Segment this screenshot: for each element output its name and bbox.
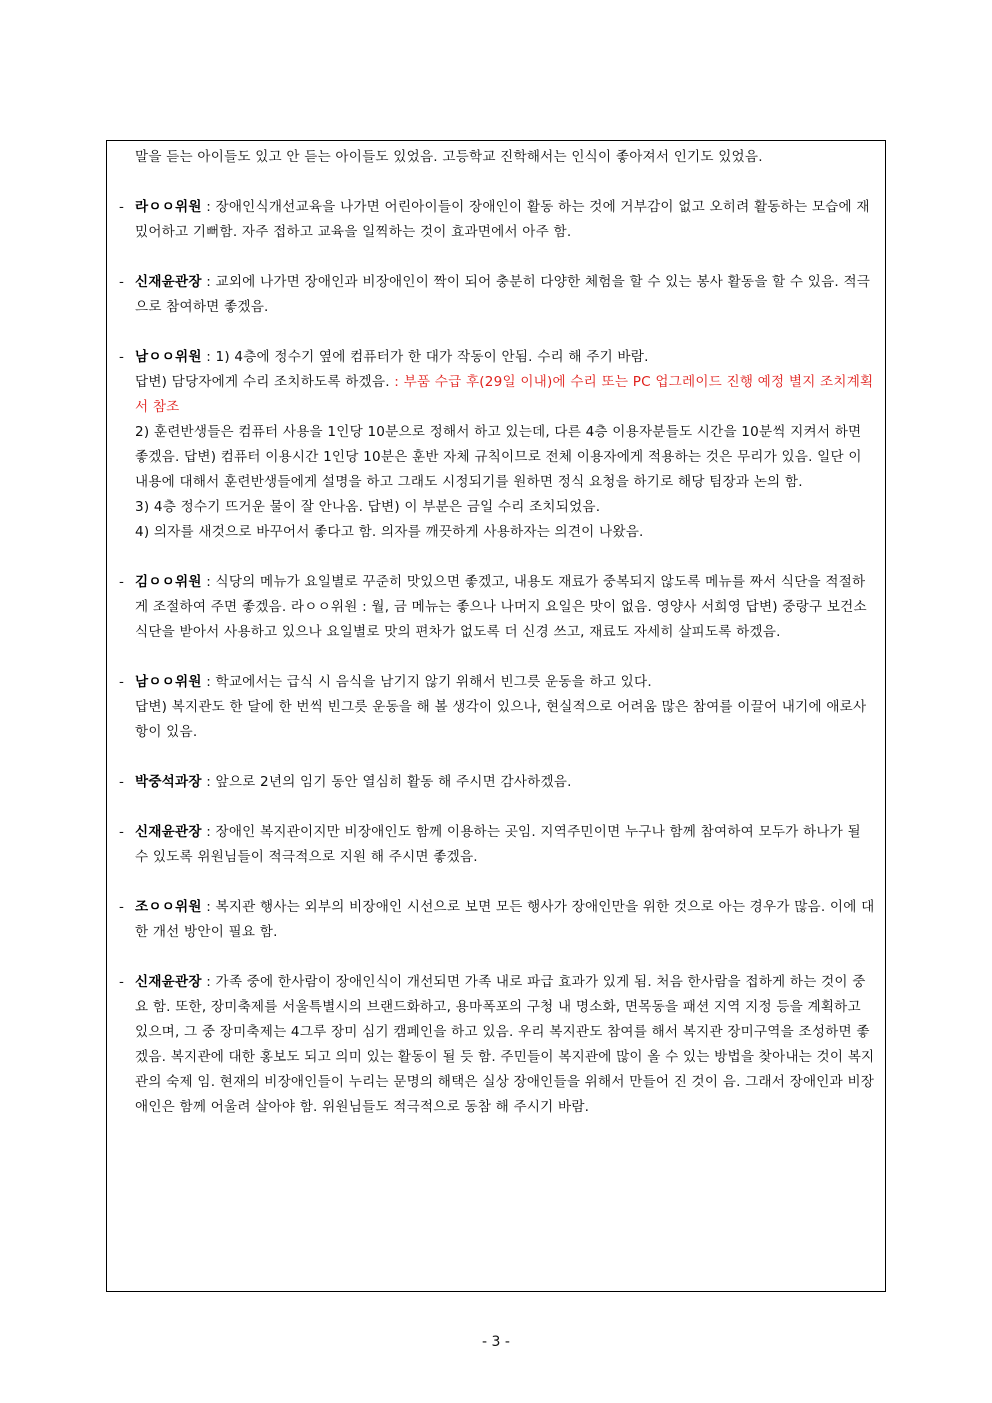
- minutes-content: [117, 145, 875, 1120]
- dash-bullet: -: [119, 674, 125, 690]
- speaker-name: 박중석과장: [135, 774, 202, 790]
- speaker-name: 신재윤관장: [135, 974, 202, 990]
- speaker-name: 남ㅇㅇ위원: [135, 674, 202, 690]
- remark-text: : 앞으로 2년의 임기 동안 열심히 활동 해 주시면 감사하겠음.: [201, 774, 572, 790]
- remark-entry: [117, 820, 875, 870]
- remark-text: : 장애인식개선교육을 나가면 어린아이들이 장애인이 활동 하는 것에 거부감이 없고 오히려 활동하는 모습에 재밌어하고 기뻐함. 자주 접하고 교육을 일찍하는 것이 효과면에서 아주 함.: [135, 199, 870, 240]
- remark-entry: [117, 195, 875, 245]
- dash-bullet: -: [119, 974, 125, 990]
- remark-entry: [117, 345, 875, 545]
- remark-text: : 학교에서는 급식 시 음식을 남기지 않기 위해서 빈그릇 운동을 하고 있다.: [201, 674, 652, 690]
- page-number: - 3 -: [482, 1334, 510, 1350]
- remark-item: 3) 4층 정수기 뜨거운 물이 잘 안나옴. 답변) 이 부분은 금일 수리 조치되었음.: [135, 499, 601, 515]
- dash-bullet: -: [119, 774, 125, 790]
- remark-entry: [117, 895, 875, 945]
- remark-text: : 1) 4층에 정수기 옆에 컴퓨터가 한 대가 작동이 안됨. 수리 해 주기 바람.: [201, 349, 649, 365]
- dash-bullet: -: [119, 899, 125, 915]
- remark-text: : 가족 중에 한사람이 장애인식이 개선되면 가족 내로 파급 효과가 있게 됨. 처음 한사람을 접하게 하는 것이 중요 함. 또한, 장미축제를 서울특별시의 브랜드화하고, 용마폭포의 구청 내 명소화, 면목동을 패션 지역 지정 등을 계획하고 있으며, 그 중 장미축제는 4그루 장미 심기 캠페인을 하고 있음. 우리 복지관도 참여를 해서 복지관 장미구역을 조성하면 좋겠음. 복지관에 대한 홍보도 되고 의미 있는 활동이 될 듯 함. 주민들이 복지관에 많이 올 수 있는 방법을 찾아내는 것이 복지관의 숙제 임. 현재의 비장애인들이 누리는 문명의 해택은 실상 장애인들을 위해서 만들어 진 것이 음. 그래서 장애인과 비장애인은 함께 어울려 살아야 함. 위원님들도 적극적으로 동참 해 주시기 바람.: [135, 974, 875, 1115]
- dash-bullet: -: [119, 199, 125, 215]
- speaker-name: 신재윤관장: [135, 824, 202, 840]
- remark-item: 2) 훈련반생들은 컴퓨터 사용을 1인당 10분으로 정해서 하고 있는데, 다른 4층 이용자분들도 시간을 10분씩 지켜서 하면 좋겠음. 답변) 컴퓨터 이용시간 1인당 10분은 훈반 자체 규칙이므로 전체 이용자에게 적용하는 것은 무리가 있음. 일단 이 내용에 대해서 훈련반생들에게 설명을 하고 그래도 시정되기를 원하면 정식 요청을 하기로 해당 팀장과 논의 함.: [135, 424, 862, 490]
- dash-bullet: -: [119, 574, 125, 590]
- continuation-paragraph: [117, 145, 875, 170]
- remark-text: : 교외에 나가면 장애인과 비장애인이 짝이 되어 충분히 다양한 체험을 할 수 있는 봉사 활동을 할 수 있음. 적극으로 참여하면 좋겠음.: [135, 274, 871, 315]
- speaker-name: 신재윤관장: [135, 274, 202, 290]
- remark-item: 4) 의자를 새것으로 바꾸어서 좋다고 함. 의자를 깨끗하게 사용하자는 의견이 나왔음.: [135, 524, 644, 540]
- remark-entry: [117, 570, 875, 645]
- remark-text: : 복지관 행사는 외부의 비장애인 시선으로 보면 모든 행사가 장애인만을 위한 것으로 아는 경우가 많음. 이에 대한 개선 방안이 필요 함.: [135, 899, 875, 940]
- dash-bullet: -: [119, 824, 125, 840]
- continuation-text: 말을 듣는 아이들도 있고 안 듣는 아이들도 있었음. 고등학교 진학해서는 인식이 좋아져서 인기도 있었음.: [135, 149, 763, 165]
- dash-bullet: -: [119, 274, 125, 290]
- answer-text: 답변) 담당자에게 수리 조치하도록 하겠음.: [135, 374, 390, 390]
- minutes-frame: [106, 140, 886, 1292]
- speaker-name: 남ㅇㅇ위원: [135, 349, 202, 365]
- speaker-name: 김ㅇㅇ위원: [135, 574, 202, 590]
- remark-entry: [117, 970, 875, 1120]
- remark-entry: [117, 770, 875, 795]
- remark-entry: [117, 270, 875, 320]
- remark-text: : 장애인 복지관이지만 비장애인도 함께 이용하는 곳임. 지역주민이면 누구나 함께 참여하여 모두가 하나가 될 수 있도록 위원님들이 적극적으로 지원 해 주시면 좋겠음.: [135, 824, 861, 865]
- dash-bullet: -: [119, 349, 125, 365]
- action-plan-note: : 부품 수급 후(29일 이내)에 수리 또는 PC 업그레이드 진행 예정 별지 조치계획서 참조: [135, 374, 874, 415]
- speaker-name: 라ㅇㅇ위원: [135, 199, 202, 215]
- speaker-name: 조ㅇㅇ위원: [135, 899, 202, 915]
- answer-text: 답변) 복지관도 한 달에 한 번씩 빈그릇 운동을 해 볼 생각이 있으나, 현실적으로 어려움 많은 참여를 이끌어 내기에 애로사항이 있음.: [135, 699, 867, 740]
- remark-entry: [117, 670, 875, 745]
- remark-text: : 식당의 메뉴가 요일별로 꾸준히 맛있으면 좋겠고, 내용도 재료가 중복되지 않도록 메뉴를 짜서 식단을 적절하게 조절하여 주면 좋겠음. 라ㅇㅇ위원 : 월, 금 메뉴는 좋으나 나머지 요일은 맛이 없음. 영양사 서희영 답변) 중랑구 보건소 식단을 받아서 사용하고 있으나 요일별로 맛의 편차가 없도록 더 신경 쓰고, 재료도 자세히 살피도록 하겠음.: [135, 574, 867, 640]
